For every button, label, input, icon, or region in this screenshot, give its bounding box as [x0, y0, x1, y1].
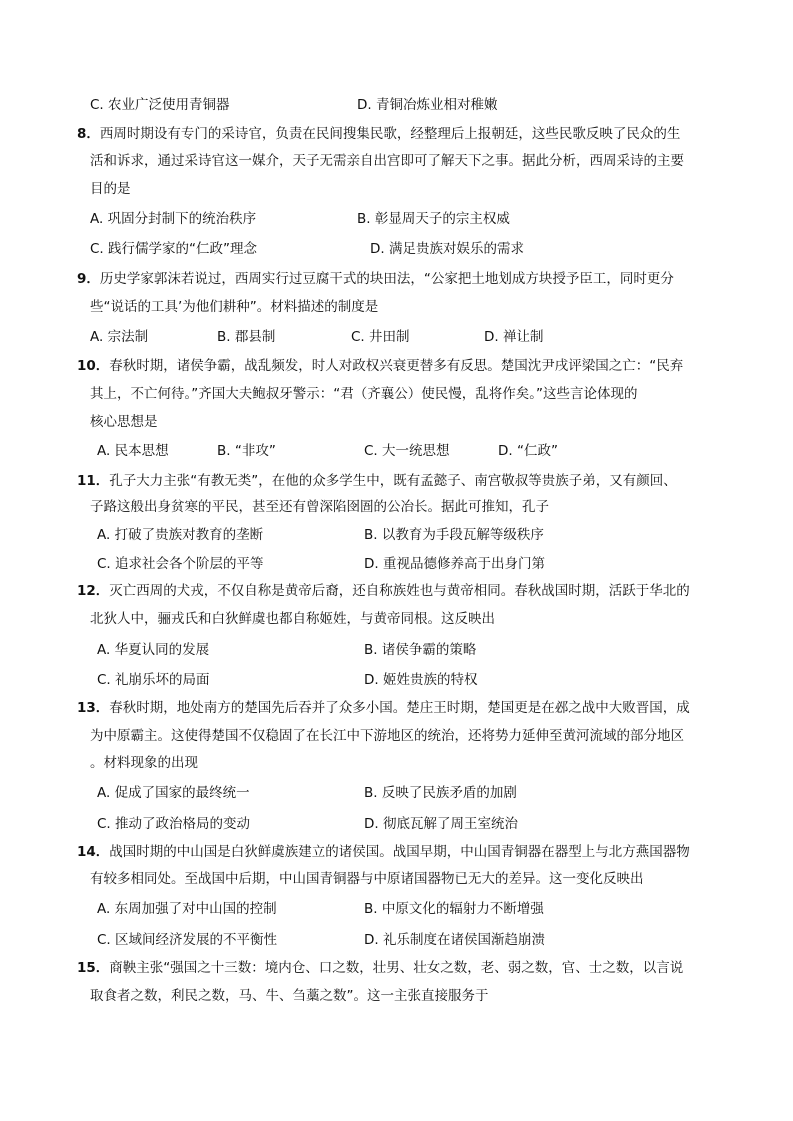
q13-stem-line-3: 。材料现象的出现 — [90, 755, 198, 771]
q10-option-d: D. “仁政” — [498, 443, 558, 459]
q13-option-c: C. 推动了政治格局的变动 — [97, 816, 251, 832]
q13-number: 13． — [77, 700, 110, 716]
q7-option-d: D. 青铜冶炼业相对稚嫩 — [357, 97, 498, 113]
q12-option-b: B. 诸侯争霸的策略 — [364, 642, 477, 658]
q11-option-b: B. 以教育为手段瓦解等级秩序 — [364, 527, 544, 543]
q14-option-c: C. 区域间经济发展的不平衡性 — [97, 932, 278, 948]
q13-option-b: B. 反映了民族矛盾的加剧 — [364, 785, 517, 801]
q14-option-b: B. 中原文化的辐射力不断增强 — [364, 901, 544, 917]
q10-stem-line-3: 核心思想是 — [90, 414, 158, 430]
q13-option-a: A. 促成了国家的最终统一 — [97, 785, 250, 801]
q10-stem-line-1: 10．春秋时期，诸侯争霸，战乱频发，时人对政权兴衰更替多有反思。楚国沈尹戌评梁国之亡：“民弃 — [77, 358, 684, 374]
q8-option-a: A. 巩固分封制下的统治秩序 — [90, 211, 257, 227]
q13-stem-line-2: 为中原霸主。这使得楚国不仅稳固了在长江中下游地区的统治，还将势力延伸至黄河流域的部分地区 — [90, 728, 684, 744]
q8-option-c: C. 践行儒学家的“仁政”理念 — [90, 241, 257, 257]
q15-stem-line-2: 取食者之数，利民之数，马、牛、刍藁之数”。这一主张直接服务于 — [90, 988, 489, 1004]
q14-number: 14． — [77, 844, 110, 860]
q10-stem-line-2: 其上，不亡何待。”齐国大夫鲍叔牙警示：“君（齐襄公）使民慢，乱将作矣。”这些言论体现的 — [90, 386, 638, 402]
q12-stem-line-2: 北狄人中，骊戎氏和白狄鲜虞也都自称姬姓，与黄帝同根。这反映出 — [90, 611, 495, 627]
q8-number: 8． — [77, 126, 100, 142]
q12-option-d: D. 姬姓贵族的特权 — [364, 672, 478, 688]
q10-option-c: C. 大一统思想 — [364, 443, 450, 459]
q12-number: 12． — [77, 583, 110, 599]
q8-stem-line-1: 8．西周时期设有专门的采诗官，负责在民间搜集民歌，经整理后上报朝廷，这些民歌反映了民众的生 — [77, 126, 681, 142]
q11-option-c: C. 追求社会各个阶层的平等 — [97, 556, 264, 572]
q9-option-b: B. 郡县制 — [217, 329, 276, 345]
q12-stem-line-1: 12．灭亡西周的犬戎，不仅自称是黄帝后裔，还自称族姓也与黄帝相同。春秋战国时期，活跃于华北的 — [77, 583, 690, 599]
q8-stem-line-2: 活和诉求，通过采诗官这一媒介，天子无需亲自出宫即可了解天下之事。据此分析，西周采诗的主要 — [90, 153, 684, 169]
q10-option-b: B. “非攻” — [217, 443, 276, 459]
q9-number: 9． — [77, 271, 100, 287]
q7-option-c: C. 农业广泛使用青铜器 — [90, 97, 230, 113]
q9-option-a: A. 宗法制 — [90, 329, 149, 345]
q14-option-a: A. 东周加强了对中山国的控制 — [97, 901, 277, 917]
q12-option-c: C. 礼崩乐坏的局面 — [97, 672, 210, 688]
q11-option-a: A. 打破了贵族对教育的垄断 — [97, 527, 264, 543]
q14-option-d: D. 礼乐制度在诸侯国渐趋崩溃 — [364, 932, 545, 948]
q14-stem-line-1: 14．战国时期的中山国是白狄鲜虞族建立的诸侯国。战国早期，中山国青铜器在器型上与北方燕国器物 — [77, 844, 690, 860]
q8-option-d: D. 满足贵族对娱乐的需求 — [370, 241, 524, 257]
q9-option-d: D. 禅让制 — [484, 329, 544, 345]
q10-option-a: A. 民本思想 — [97, 443, 169, 459]
q15-stem-line-1: 15．商鞅主张“强国之十三数：境内仓、口之数，壮男、壮女之数，老、弱之数，官、士之数，以言说 — [77, 960, 684, 976]
q14-stem-line-2: 有较多相同处。至战国中后期，中山国青铜器与中原诸国器物已无大的差异。这一变化反映出 — [90, 871, 644, 887]
q15-number: 15． — [77, 960, 110, 976]
q10-number: 10． — [77, 358, 110, 374]
q9-option-c: C. 井田制 — [351, 329, 410, 345]
q9-stem-line-1: 9．历史学家郭沫若说过，西周实行过豆腐干式的块田法，“公家把土地划成方块授予臣工，同时更分 — [77, 271, 674, 287]
q11-stem-line-1: 11．孔子大力主张“有教无类”，在他的众多学生中，既有孟懿子、南宫敬叔等贵族子弟，又有颜回、 — [77, 473, 677, 489]
q11-option-d: D. 重视品德修养高于出身门第 — [364, 556, 545, 572]
q13-stem-line-1: 13．春秋时期，地处南方的楚国先后吞并了众多小国。楚庄王时期，楚国更是在邲之战中大败晋国，成 — [77, 700, 690, 716]
q11-stem-line-2: 子路这般出身贫寒的平民，甚至还有曾深陷囹圄的公冶长。据此可推知，孔子 — [90, 499, 549, 515]
q8-stem-line-3: 目的是 — [90, 181, 131, 197]
q13-option-d: D. 彻底瓦解了周王室统治 — [364, 816, 518, 832]
q12-option-a: A. 华夏认同的发展 — [97, 642, 210, 658]
q8-option-b: B. 彰显周天子的宗主权威 — [357, 211, 510, 227]
q11-number: 11． — [77, 473, 110, 489]
q9-stem-line-2: 些“说话的工具’为他们耕种”。材料描述的制度是 — [90, 299, 379, 315]
